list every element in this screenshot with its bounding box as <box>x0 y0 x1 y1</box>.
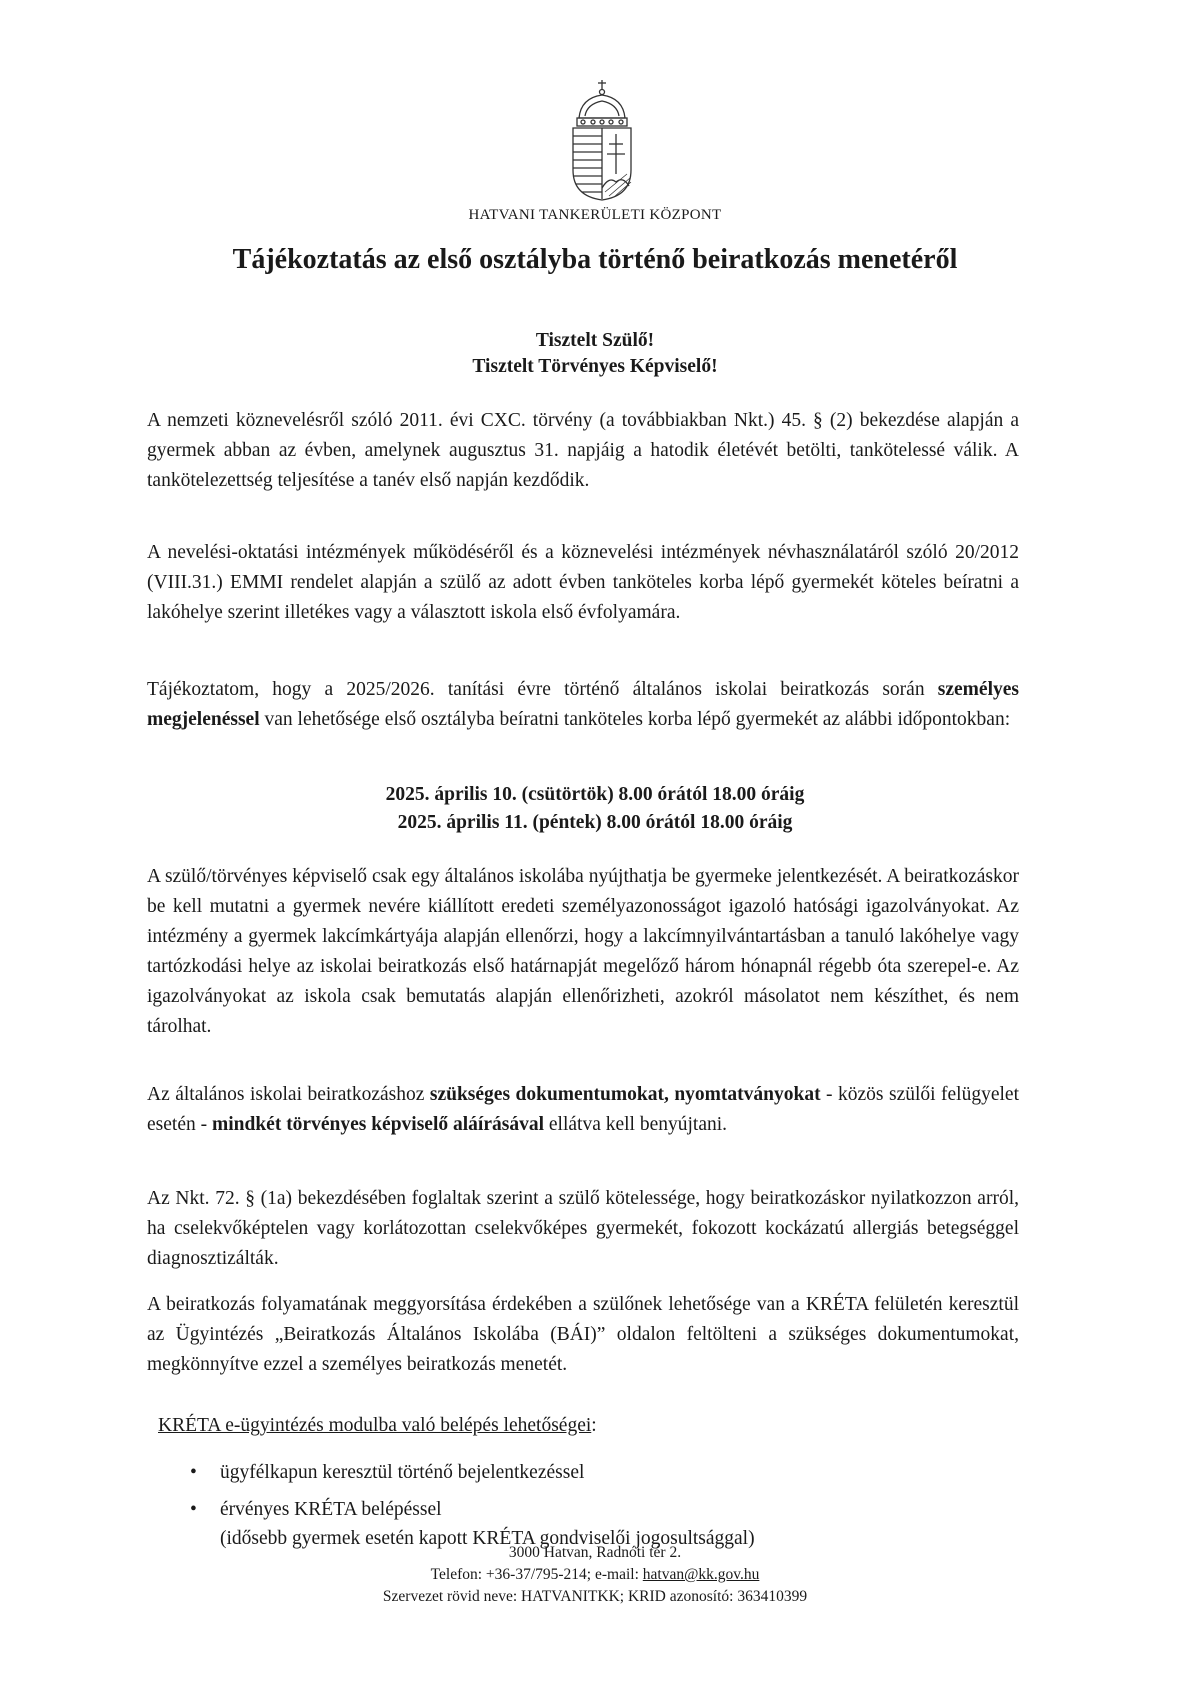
bullet-icon: • <box>190 1462 197 1483</box>
paragraph-3 <box>147 675 1019 735</box>
list-item-text: érvényes KRÉTA belépéssel <box>220 1499 442 1520</box>
paragraph-1: A nemzeti köznevelésről szóló 2011. évi CXC. törvény (a továbbiakban Nkt.) 45. § (2) bekezdése alapján a gyermek abban az évben, amelynek augusztus 31. napjáig a hatodik életévét betölti, tankötelessé válik. A tankötelezettség teljesítése a tanév első napján kezdődik. <box>147 410 1019 491</box>
footer-contact <box>0 1564 1190 1586</box>
list-item-text: ügyfélkapun keresztül történő bejelentkezéssel <box>220 1462 585 1483</box>
section-heading-colon: : <box>591 1415 597 1436</box>
paragraph-4: A szülő/törvényes képviselő csak egy általános iskolába nyújthatja be gyermeke jelentkezését. A beiratkozáskor be kell mutatni a gyermek nevére kiállított eredeti személyazonosságot igazoló hatósági igazolványokat. Az intézmény a gyermek lakcímkártyája alapján ellenőrzi, hogy a lakcímnyilvántartásban a tanuló lakóhelye vagy tartózkodási helye az iskolai beiratkozás első határnapját megelőző három hónapnál régebb óta szerepel-e. Az igazolványokat az iskola csak bemutatás alapján ellenőrizheti, azokról másolatot nem készíthet, és nem tárolhat. <box>147 866 1019 1037</box>
login-options-list <box>184 1458 755 1553</box>
paragraph-5-text-2: - közös szülői felügyelet esetén - <box>147 1084 1019 1135</box>
list-item <box>184 1458 755 1487</box>
paragraph-5-bold-2: mindkét törvényes képviselő aláírásával <box>211 1114 545 1135</box>
section-heading <box>158 1412 597 1440</box>
paragraph-3-text-2: van lehetősége első osztályba beíratni tanköteles korba lépő gyermekét az alábbi időpontokban: <box>259 709 1011 730</box>
list-item-note: (idősebb gyermek esetén kapott KRÉTA gondviselői jogosultsággal) <box>220 1528 755 1549</box>
hungarian-coat-of-arms-icon <box>569 78 635 202</box>
paragraph-5-text-1: Az általános iskolai beiratkozáshoz <box>147 1084 430 1105</box>
organization-name: HATVANI TANKERÜLETI KÖZPONT <box>468 207 722 223</box>
paragraph-5 <box>147 1080 1019 1140</box>
paragraph-3-text-1: Tájékoztatom, hogy a 2025/2026. tanítási évre történő általános iskolai beiratkozás során <box>147 679 938 700</box>
date-line-1: 2025. április 10. (csütörtök) 8.00 órától 18.00 óráig <box>385 784 805 805</box>
greeting-line-2: Tisztelt Törvényes Képviselő! <box>472 356 718 377</box>
paragraph-2: A nevelési-oktatási intézmények működéséről és a köznevelési intézmények névhasználatáról szóló 20/2012 (VIII.31.) EMMI rendelet alapján a szülő az adott évben tanköteles korba lépő gyermekét köteles beíratni a lakóhelye szerint illetékes vagy a választott iskola első évfolyamára. <box>147 542 1019 623</box>
paragraph-5-bold-1: szükséges dokumentumokat, nyomtatványokat <box>429 1084 821 1105</box>
page-title: Tájékoztatás az első osztályba történő beiratkozás menetéről <box>232 244 958 275</box>
paragraph-5-text-3: ellátva kell benyújtani. <box>544 1114 728 1135</box>
paragraph-7: A beiratkozás folyamatának meggyorsítása érdekében a szülőnek lehetősége van a KRÉTA felületén keresztül az Ügyintézés „Beiratkozás Általános Iskolába (BÁI)” oldalon feltölteni a szükséges dokumentumokat, megkönnyítve ezzel a személyes beiratkozás menetét. <box>147 1294 1019 1375</box>
bullet-icon: • <box>190 1499 197 1520</box>
paragraph-6: Az Nkt. 72. § (1a) bekezdésében foglaltak szerint a szülő kötelessége, hogy beiratkozáskor nyilatkozzon arról, ha cselekvőképtelen vagy korlátozottan cselekvőképes gyermekét, fokozott kockázatú allergiás betegséggel diagnosztizálták. <box>147 1188 1019 1269</box>
footer-email-link[interactable]: hatvan@kk.gov.hu <box>642 1566 760 1583</box>
greeting-line-1: Tisztelt Szülő! <box>535 330 655 351</box>
date-line-2: 2025. április 11. (péntek) 8.00 órától 18.00 óráig <box>397 812 793 833</box>
paragraph-3-bold: személyes megjelenéssel <box>147 679 1019 730</box>
footer-org-line: Szervezet rövid neve: HATVANITKK; KRID azonosító: 363410399 <box>382 1588 808 1605</box>
footer <box>0 1542 1190 1608</box>
section-heading-text: KRÉTA e-ügyintézés modulba való belépés lehetőségei <box>158 1415 592 1436</box>
footer-phone: Telefon: +36-37/795-214; e-mail: <box>430 1566 643 1583</box>
footer-address: 3000 Hatvan, Radnóti tér 2. <box>508 1544 682 1561</box>
